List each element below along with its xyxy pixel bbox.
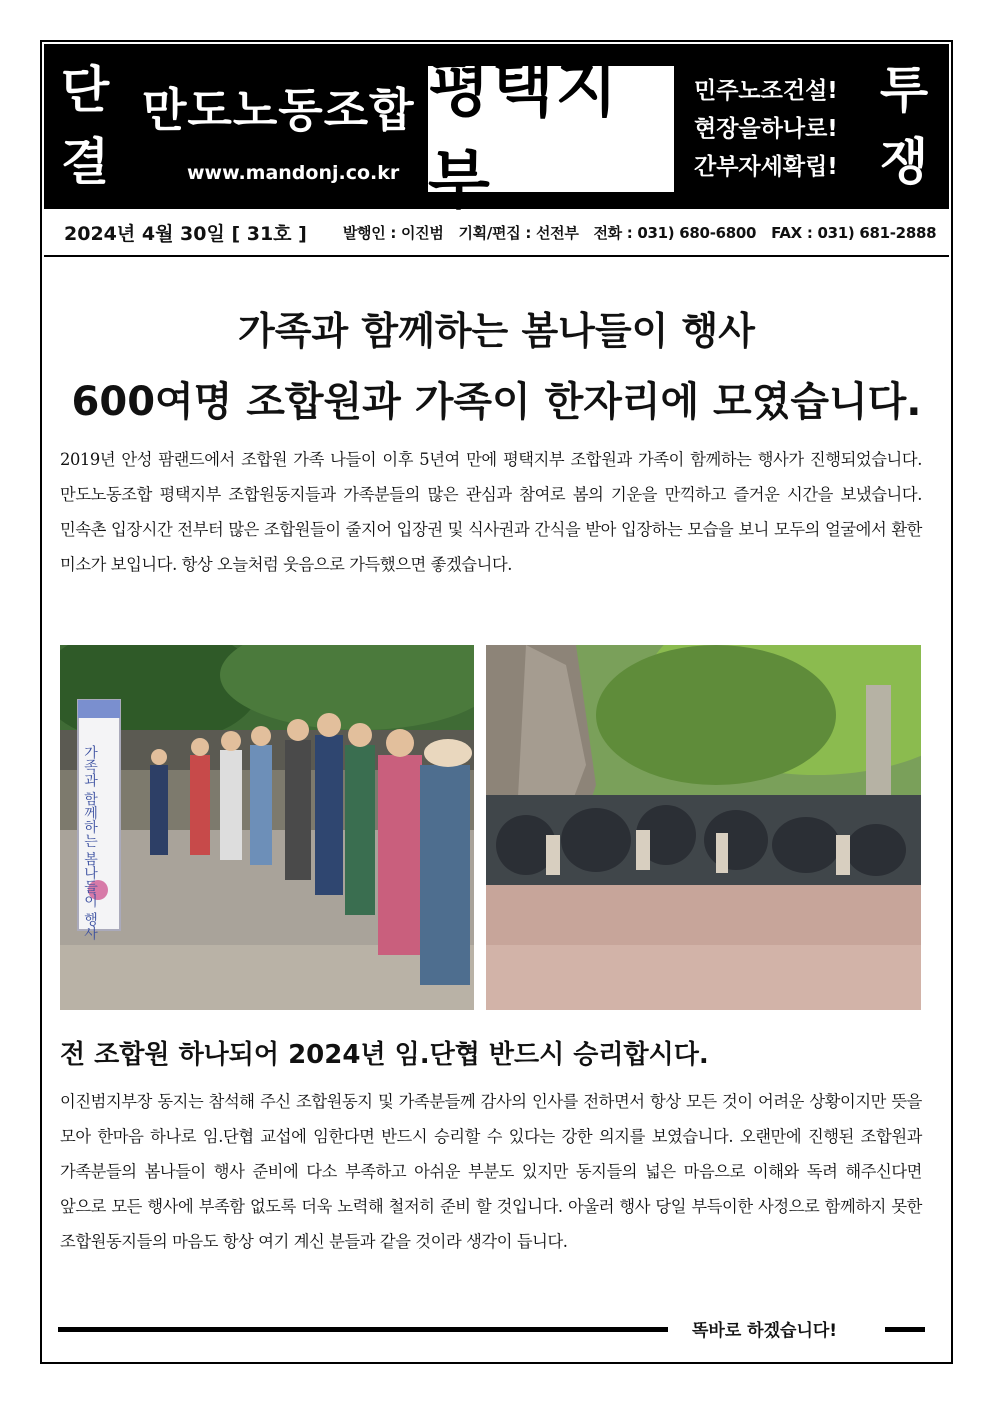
slogan-item: 현장을하나로! xyxy=(694,116,838,142)
footer-motto: 똑바로 하겠습니다! xyxy=(692,1321,838,1341)
photo-crowd-image xyxy=(486,645,921,1010)
issue-date: 2024년 4월 30일 [ 31호 ] xyxy=(64,222,307,245)
banner-text: 가족과 함께하는 봄나들이 행사 xyxy=(82,745,98,941)
branch-title: 평택지부 xyxy=(428,66,674,192)
masthead-left-slogan: 단 결 xyxy=(60,61,110,191)
slogan-item: 민주노조건설! xyxy=(694,78,838,104)
footer-rule-left xyxy=(58,1327,668,1332)
footer-rule-right xyxy=(885,1327,925,1332)
union-name: 만도노동조합 xyxy=(142,83,415,137)
masthead xyxy=(44,44,949,218)
article-paragraph-1: 2019년 안성 팜랜드에서 조합원 가족 나들이 이후 5년여 만에 평택지부 조합원과 가족이 함께하는 행사가 진행되었습니다. 만도노동조합 평택지부 조합원동지들과 가족분들의 많은 관심과 참여로 봄의 기운을 만끽하고 즐거운 시간을 보냈습니다. 민속촌 입장시간 전부터 많은 조합원들이 줄지어 입장권 및 식사권과 간식을 받아 입장하는 모습을 보니 모두의 얼굴에서 환한 미소가 보입니다. 항상 오늘처럼 웃음으로 가득했으면 좋겠습니다. xyxy=(60,450,922,574)
article-paragraph-2: 이진범지부장 동지는 참석해 주신 조합원동지 및 가족분들께 감사의 인사를 전하면서 항상 모든 것이 어려운 상황이지만 뜻을 모아 한마음 하나로 임.단협 교섭에 임한다면 반드시 승리할 수 있다는 강한 의지를 보였습니다. 오랜만에 진행된 조합원과 가족분들의 봄나들이 행사 준비에 다소 부족하고 아쉬운 부분도 있지만 동지들의 넓은 마음으로 이해와 독려 해주신다면 앞으로 모든 행사에 부족함 없도록 더욱 노력해 철저히 준비 할 것입니다. 아울러 행사 당일 부득이한 사정으로 함께하지 못한 조합원동지들의 마음도 항상 여기 계신 분들과 같을 것이라 생각이 듭니다. xyxy=(60,1092,922,1251)
section-heading: 전 조합원 하나되어 2024년 임.단협 반드시 승리합시다. xyxy=(60,1040,709,1070)
headline: 가족과 함께하는 봄나들이 행사 xyxy=(238,309,755,353)
slogan-list xyxy=(694,72,864,186)
issue-info xyxy=(343,222,946,243)
site-url[interactable]: www.mandonj.co.kr xyxy=(187,162,400,184)
photo-queue xyxy=(60,645,474,1010)
issue-bar xyxy=(44,209,949,257)
publisher: 발행인 : 이진범 xyxy=(342,223,444,242)
slogan-item: 간부자세확립! xyxy=(694,154,838,180)
photo-queue-image xyxy=(60,645,474,1010)
fax-number: FAX : 031) 681-2888 xyxy=(771,223,937,242)
photo-crowd xyxy=(486,645,921,1010)
headline-sub: 600여명 조합원과 가족이 한자리에 모였습니다. xyxy=(71,379,922,425)
phone-number: 전화 : 031) 680-6800 xyxy=(593,223,757,242)
masthead-right-slogan: 투 쟁 xyxy=(879,61,929,191)
editor: 기획/편집 : 선전부 xyxy=(458,223,579,242)
